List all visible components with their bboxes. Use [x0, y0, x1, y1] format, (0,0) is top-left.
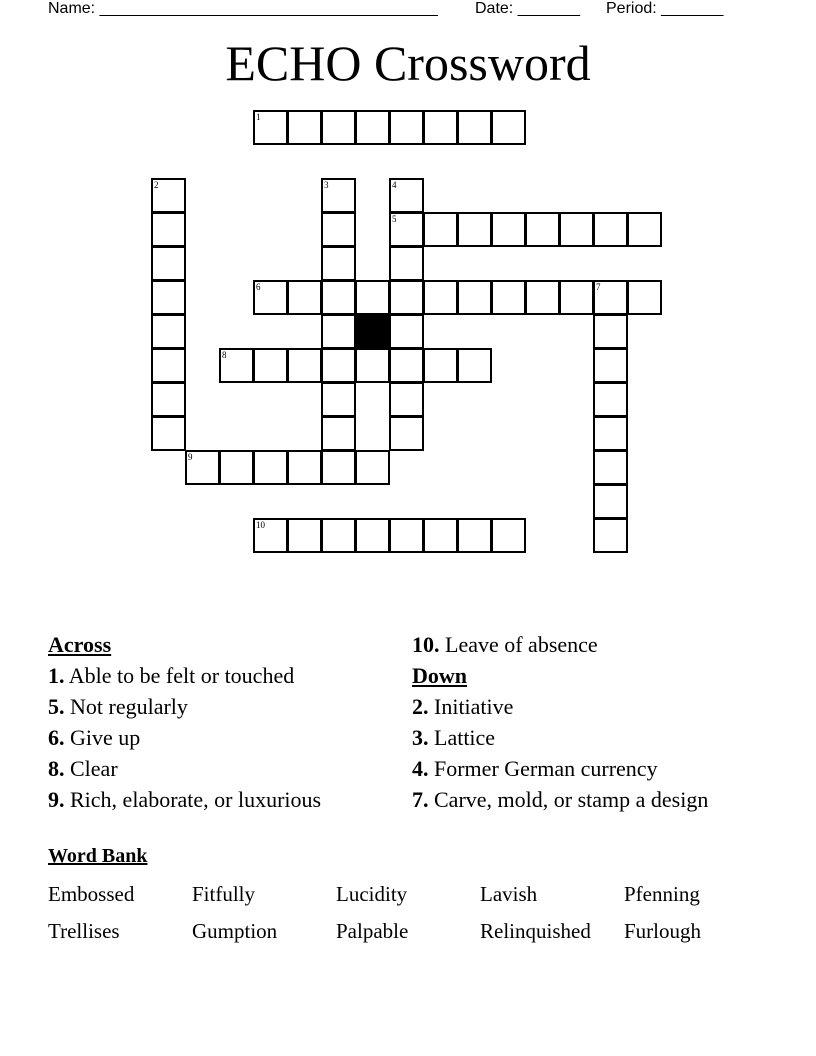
- clue-number: 2.: [412, 694, 429, 719]
- clue-number: 4.: [412, 756, 429, 781]
- grid-cell[interactable]: [321, 416, 356, 451]
- grid-cell[interactable]: [151, 416, 186, 451]
- grid-cell[interactable]: [287, 110, 322, 145]
- grid-cell[interactable]: [355, 280, 390, 315]
- grid-cell[interactable]: [389, 178, 424, 213]
- clue-across-6: [48, 722, 398, 753]
- grid-cell[interactable]: [457, 110, 492, 145]
- grid-cell[interactable]: [593, 314, 628, 349]
- grid-cell[interactable]: [559, 212, 594, 247]
- grid-cell[interactable]: [287, 450, 322, 485]
- clue-text: Carve, mold, or stamp a design: [428, 787, 709, 812]
- clue-across-1: [48, 660, 398, 691]
- clue-down-2: [412, 691, 732, 722]
- word-bank-item: Pfenning: [624, 882, 700, 906]
- grid-cell[interactable]: [525, 212, 560, 247]
- grid-cell[interactable]: [491, 280, 526, 315]
- down-heading: Down: [412, 663, 468, 688]
- clue-number-label: 3: [324, 180, 329, 190]
- date-field[interactable]: Date: _______: [475, 0, 580, 17]
- grid-cell[interactable]: [253, 348, 288, 383]
- grid-cell[interactable]: [491, 110, 526, 145]
- grid-cell[interactable]: [355, 110, 390, 145]
- clue-across-8: [48, 753, 398, 784]
- clue-number: 8.: [48, 756, 65, 781]
- clue-number-label: 1: [256, 112, 261, 122]
- word-bank-item: Lucidity: [336, 882, 408, 906]
- header-line: [48, 0, 732, 20]
- clue-text: Clear: [64, 756, 118, 781]
- clue-number: 7.: [412, 787, 429, 812]
- grid-cell[interactable]: [593, 416, 628, 451]
- grid-cell[interactable]: [321, 314, 356, 349]
- grid-cell[interactable]: [185, 450, 220, 485]
- grid-cell[interactable]: [593, 212, 628, 247]
- clue-number-label: 8: [222, 350, 227, 360]
- grid-cell[interactable]: [321, 246, 356, 281]
- clues-left-column: [48, 629, 398, 815]
- grid-cell[interactable]: [321, 348, 356, 383]
- clue-text: Initiative: [428, 694, 514, 719]
- grid-cell[interactable]: [355, 518, 390, 553]
- grid-cell[interactable]: [355, 450, 390, 485]
- grid-cell[interactable]: [457, 348, 492, 383]
- grid-cell[interactable]: [151, 348, 186, 383]
- clue-across-5: [48, 691, 398, 722]
- grid-cell[interactable]: [627, 280, 662, 315]
- clue-number: 6.: [48, 725, 65, 750]
- grid-cell[interactable]: [593, 280, 628, 315]
- grid-cell[interactable]: [321, 110, 356, 145]
- word-bank-item: Embossed: [48, 882, 135, 906]
- clue-text: Give up: [64, 725, 141, 750]
- clue-number-label: 5: [392, 214, 397, 224]
- grid-cell[interactable]: [593, 518, 628, 553]
- clue-number: 1.: [48, 663, 65, 688]
- period-field[interactable]: Period: _______: [606, 0, 724, 17]
- grid-cell[interactable]: [389, 348, 424, 383]
- across-heading: Across: [48, 632, 112, 657]
- grid-cell[interactable]: [253, 110, 288, 145]
- clue-number-label: 2: [154, 180, 159, 190]
- grid-cell[interactable]: [423, 212, 458, 247]
- grid-cell[interactable]: [423, 280, 458, 315]
- grid-cell[interactable]: [321, 382, 356, 417]
- grid-cell[interactable]: [491, 518, 526, 553]
- grid-cell[interactable]: [321, 280, 356, 315]
- grid-cell[interactable]: [389, 280, 424, 315]
- word-bank-item: Gumption: [192, 919, 278, 943]
- grid-cell[interactable]: [151, 178, 186, 213]
- grid-cell[interactable]: [321, 178, 356, 213]
- clue-text: Not regularly: [64, 694, 188, 719]
- grid-cell[interactable]: [593, 382, 628, 417]
- name-field[interactable]: Name: ______________________________________: [48, 0, 438, 17]
- word-bank-item: Relinquished: [480, 919, 591, 943]
- clue-number-label: 9: [188, 452, 193, 462]
- grid-cell[interactable]: [151, 280, 186, 315]
- grid-cell[interactable]: [151, 382, 186, 417]
- grid-cell[interactable]: [219, 348, 254, 383]
- word-bank-item: Fitfully: [192, 882, 256, 906]
- clue-number-label: 4: [392, 180, 397, 190]
- grid-cell[interactable]: [389, 110, 424, 145]
- grid-cell[interactable]: [423, 348, 458, 383]
- word-bank-item: Trellises: [48, 919, 120, 943]
- grid-cell[interactable]: [253, 280, 288, 315]
- grid-cell[interactable]: [389, 518, 424, 553]
- clue-text: Able to be felt or touched: [64, 663, 295, 688]
- grid-cell[interactable]: [219, 450, 254, 485]
- grid-cell[interactable]: [355, 348, 390, 383]
- grid-cell[interactable]: [525, 280, 560, 315]
- word-bank-item: Palpable: [336, 919, 409, 943]
- clue-number-label: 7: [596, 282, 601, 292]
- grid-cell[interactable]: [457, 518, 492, 553]
- page-title: ECHO Crossword: [225, 35, 591, 91]
- grid-cell[interactable]: [321, 518, 356, 553]
- grid-cell[interactable]: [151, 314, 186, 349]
- grid-cell[interactable]: [151, 246, 186, 281]
- clue-text: Leave of absence: [439, 632, 598, 657]
- clue-across-9: [48, 784, 398, 815]
- grid-cell[interactable]: [457, 280, 492, 315]
- grid-cell[interactable]: [593, 348, 628, 383]
- grid-cell[interactable]: [627, 212, 662, 247]
- grid-cell[interactable]: [389, 314, 424, 349]
- word-bank-heading: Word Bank: [48, 845, 148, 867]
- grid-cell[interactable]: [287, 518, 322, 553]
- clue-number: 5.: [48, 694, 65, 719]
- black-square: [355, 314, 390, 349]
- clue-down-4: [412, 753, 732, 784]
- grid-cell[interactable]: [253, 450, 288, 485]
- grid-cell[interactable]: [151, 212, 186, 247]
- grid-cell[interactable]: [423, 110, 458, 145]
- grid-cell[interactable]: [593, 450, 628, 485]
- clue-number: 9.: [48, 787, 65, 812]
- word-bank-item: Lavish: [480, 882, 538, 906]
- grid-cell[interactable]: [389, 246, 424, 281]
- grid-cell[interactable]: [253, 518, 288, 553]
- clue-text: Former German currency: [428, 756, 658, 781]
- clues-right-column: [412, 629, 732, 813]
- grid-cell[interactable]: [389, 416, 424, 451]
- clue-text: Lattice: [428, 725, 496, 750]
- grid-cell[interactable]: [593, 484, 628, 519]
- clue-number-label: 6: [256, 282, 261, 292]
- clue-number: 3.: [412, 725, 429, 750]
- clue-number-label: 10: [256, 520, 265, 530]
- clue-text: Rich, elaborate, or luxurious: [64, 787, 322, 812]
- grid-cell[interactable]: [559, 280, 594, 315]
- clue-number: 10.: [412, 632, 440, 657]
- clue-across-10: [412, 629, 732, 660]
- clue-down-7: [412, 784, 732, 813]
- clue-down-3: [412, 722, 732, 753]
- grid-cell[interactable]: [321, 450, 356, 485]
- grid-cell[interactable]: [389, 212, 424, 247]
- grid-cell[interactable]: [491, 212, 526, 247]
- grid-cell[interactable]: [457, 212, 492, 247]
- grid-cell[interactable]: [287, 280, 322, 315]
- grid-cell[interactable]: [389, 382, 424, 417]
- grid-cell[interactable]: [423, 518, 458, 553]
- grid-cell[interactable]: [321, 212, 356, 247]
- grid-cell[interactable]: [287, 348, 322, 383]
- word-bank-item: Furlough: [624, 919, 702, 943]
